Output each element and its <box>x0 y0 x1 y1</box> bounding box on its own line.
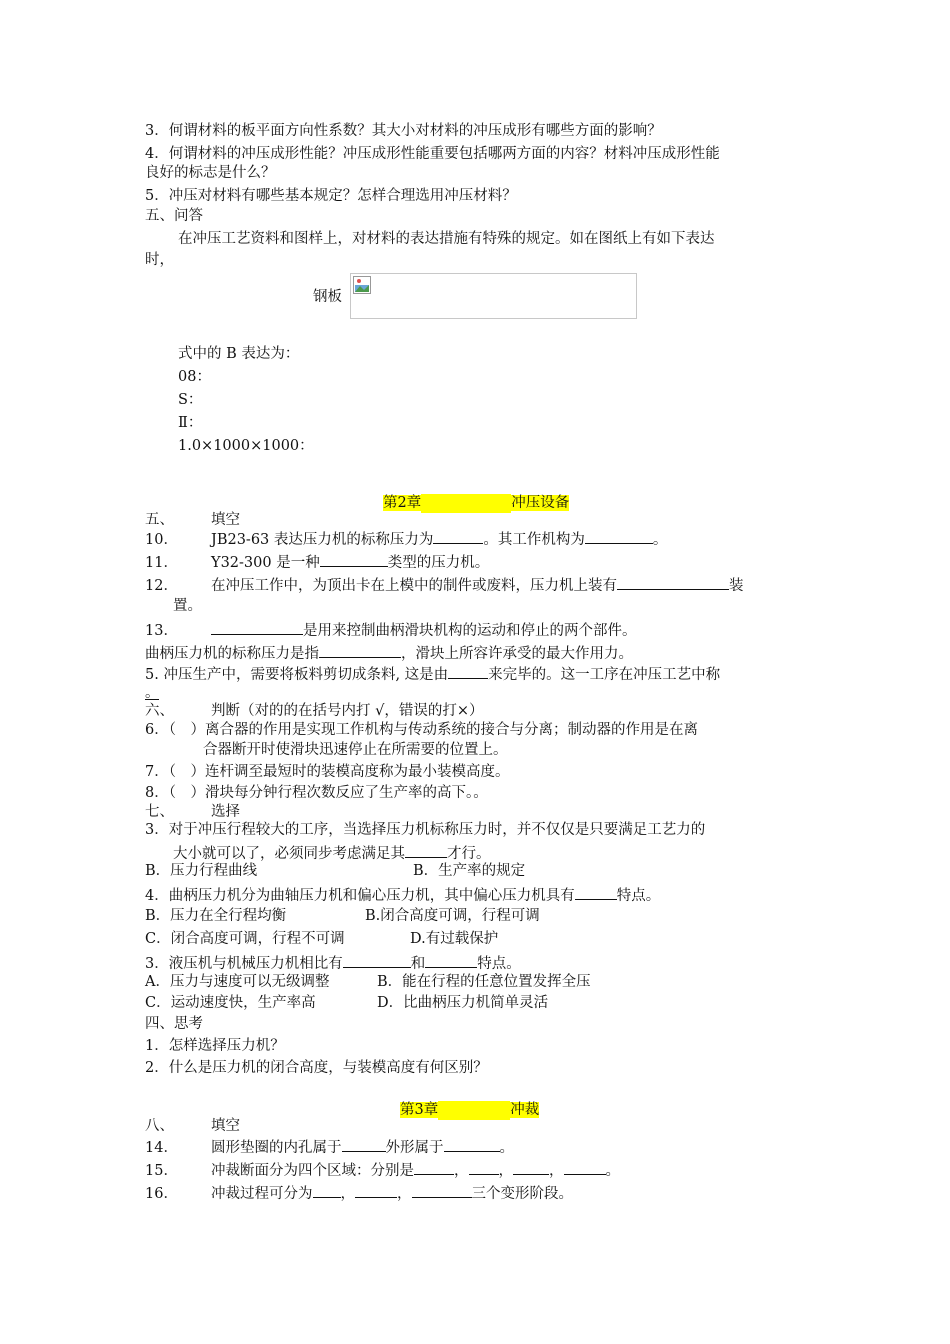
choice-hydraulic-option-b: B．能在行程的任意位置发挥全压 <box>377 974 591 990</box>
question-5-shear-line1: 5. 冲压生产中，需要将板料剪切成条料, 这是由 来完毕的。这一工序在冲压工艺中称 <box>145 663 720 685</box>
formula-item-ii: Ⅱ： <box>178 415 203 431</box>
question-12-line2: 置。 <box>173 598 202 614</box>
choice-3-options: B．压力行程曲线 <box>145 863 258 879</box>
section-heading-choice: 七、 选择 <box>145 804 240 820</box>
judge-8: 8．（ ）滑块每分钟行程次数反应了生产率的高下。。 <box>145 785 488 801</box>
section-heading-think: 四、思考 <box>145 1016 203 1032</box>
choice-4-option-c: C．闭合高度可调，行程不可调 <box>145 931 345 947</box>
section-heading-fill: 五、 填空 <box>145 512 240 528</box>
choice-hydraulic-option-c: C．运动速度快，生产率高 <box>145 995 316 1011</box>
choice-hydraulic-option-d: D．比曲柄压力机简单灵活 <box>377 995 549 1011</box>
choice-4-option-a: B．压力在全行程均衡 <box>145 908 287 924</box>
section-heading-fill-ch3: 八、 填空 <box>145 1118 240 1134</box>
choice-4-option-d: D.有过载保护 <box>410 931 499 947</box>
choice-3-line1: 3．对于冲压行程较大的工序，当选择压力机标称压力时，并不仅仅是只要满足工艺力的 <box>145 822 706 838</box>
question-4-line1: 4．何谓材料的冲压成形性能？冲压成形性能重要包括哪两方面的内容？材料冲压成形性能 <box>145 146 720 162</box>
formula-image-placeholder <box>350 273 637 319</box>
judge-7: 7．（ ）连杆调至最短时的装模高度称为最小装模高度。 <box>145 764 510 780</box>
section-heading-judge: 六、 判断（对的的在括号内打 √，错误的打×） <box>145 703 484 719</box>
question-14: 14． 圆形垫圈的内孔属于 外形属于 。 <box>145 1136 514 1158</box>
choice-hydraulic-option-a: A．压力与速度可以无级调整 <box>145 974 330 990</box>
chapter-3-number: 第3章 <box>400 1102 439 1118</box>
formula-item-08: 08： <box>178 369 211 385</box>
question-11: 11． Y32-300 是一种 类型的压力机。 <box>145 551 489 573</box>
question-16: 16． 冲裁过程可分为 ， ， 三个变形阶段。 <box>145 1182 573 1204</box>
choice-4: 4．曲柄压力机分为曲轴压力机和偏心压力机，其中偏心压力机具有 特点。 <box>145 884 660 906</box>
question-3: 3．何谓材料的板平面方向性系数？其大小对材料的冲压成形有哪些方面的影响？ <box>145 123 662 139</box>
chapter-3-title <box>400 1101 539 1120</box>
formula-item-dimensions: 1.0×1000×1000： <box>178 438 314 454</box>
steel-label: 钢板 <box>313 289 342 305</box>
formula-item-s: S： <box>178 392 203 408</box>
qa-intro-line2: 时， <box>145 252 174 268</box>
question-5-shear-line2: 。 <box>145 685 160 701</box>
qa-intro-line1: 在冲压工艺资料和图样上，对材料的表达措施有特殊的规定。如在图纸上有如下表达 <box>178 231 715 247</box>
chapter-3-name: 冲裁 <box>510 1102 540 1118</box>
choice-hydraulic: 3．液压机与机械压力机相比有 和 特点。 <box>145 952 521 974</box>
choice-3-option-b: B．生产率的规定 <box>413 863 526 879</box>
section-heading-qa: 五、问答 <box>145 208 203 224</box>
think-2: 2．什么是压力机的闭合高度，与装模高度有何区别？ <box>145 1060 488 1076</box>
question-12-line1: 12． 在冲压工作中，为顶出卡在上模中的制件或废料，压力机上装有 装 <box>145 574 744 596</box>
question-4-line2: 良好的标志是什么？ <box>145 165 276 181</box>
question-10: 10． JB23-63 表达压力机的标称压力为 。其工作机构为 。 <box>145 528 667 550</box>
choice-4-option-b: B.闭合高度可调，行程可调 <box>365 908 540 924</box>
broken-image-icon <box>353 276 371 294</box>
judge-6-line2: 合器断开时使滑块迅速停止在所需要的位置上。 <box>203 742 508 758</box>
judge-6-line1: 6．（ ）离合器的作用是实现工作机构与传动系统的接合与分离；制动器的作用是在离 <box>145 722 698 738</box>
choice-3-line2: 大小就可以了，必须同步考虑满足其 才行。 <box>173 842 491 864</box>
chapter-2-number: 第2章 <box>383 495 422 511</box>
formula-intro: 式中的 B 表达为： <box>178 346 300 362</box>
question-15: 15． 冲裁断面分为四个区域：分别是 ， ， ， 。 <box>145 1159 620 1181</box>
chapter-2-title <box>383 494 569 513</box>
chapter-2-name: 冲压设备 <box>511 495 570 511</box>
think-1: 1．怎样选择压力机？ <box>145 1038 285 1054</box>
question-5: 5．冲压对材料有哪些基本规定？怎样合理选用冲压材料？ <box>145 188 517 204</box>
question-13: 13． 是用来控制曲柄滑块机构的运动和停止的两个部件。 <box>145 619 637 641</box>
question-crank-nominal: 曲柄压力机的标称压力是指 ，滑块上所容许承受的最大作用力。 <box>145 642 633 664</box>
